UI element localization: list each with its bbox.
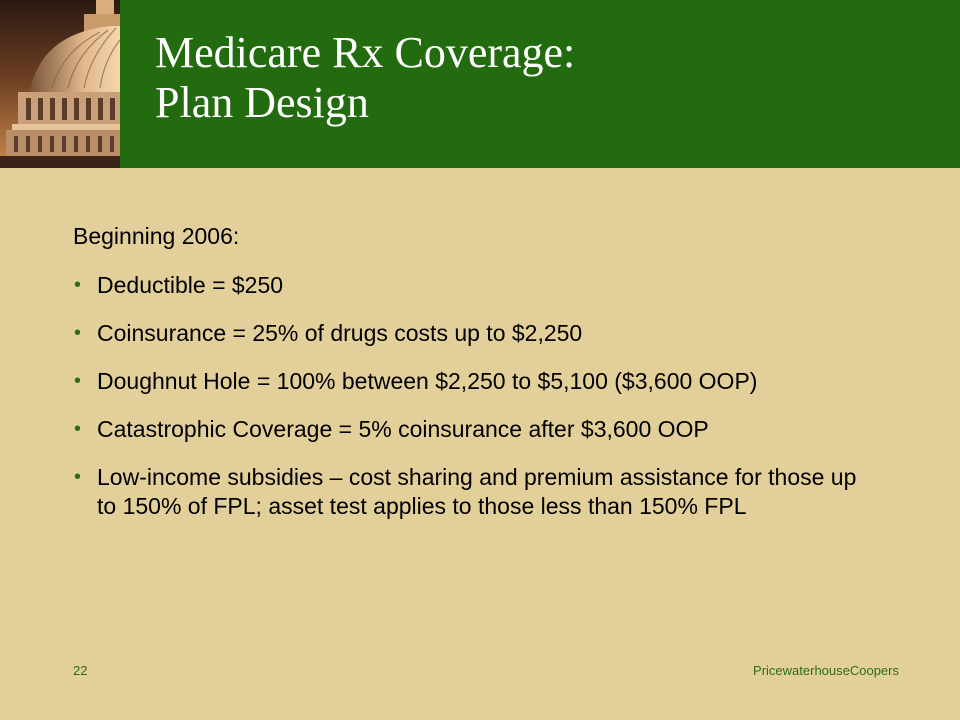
bullet-icon: • [74,418,82,440]
title-line-1: Medicare Rx Coverage: [155,28,576,77]
bullet-item [73,415,873,444]
slide-title [155,28,935,128]
bullet-item [73,463,873,521]
intro-text: Beginning 2006: [73,223,240,249]
bullet-text: Coinsurance = 25% of drugs costs up to $2,250 [97,320,583,346]
bullet-text: Low-income subsidies – cost sharing and premium assistance for those up to 150% of FPL; asset test applies to those less than 150% FPL [97,464,857,519]
bullet-text: Deductible = $250 [97,272,284,298]
capitol-dome-icon [0,0,120,168]
bullet-text: Doughnut Hole = 100% between $2,250 to $5,100 ($3,600 OOP) [97,368,758,394]
bullet-icon: • [74,274,82,296]
page-number: 22 [73,663,88,678]
bullet-icon: • [74,322,82,344]
bullet-icon: • [74,466,82,488]
title-line-2: Plan Design [155,78,369,127]
bullet-item [73,367,873,396]
capitol-dome-image [0,0,120,168]
bullet-item [73,319,873,348]
bullet-icon: • [74,370,82,392]
bullet-list [73,271,873,521]
footer-brand: PricewaterhouseCoopers [753,663,899,678]
bullet-text: Catastrophic Coverage = 5% coinsurance after $3,600 OOP [97,416,709,442]
bullet-item [73,271,873,300]
slide-body [73,222,873,540]
